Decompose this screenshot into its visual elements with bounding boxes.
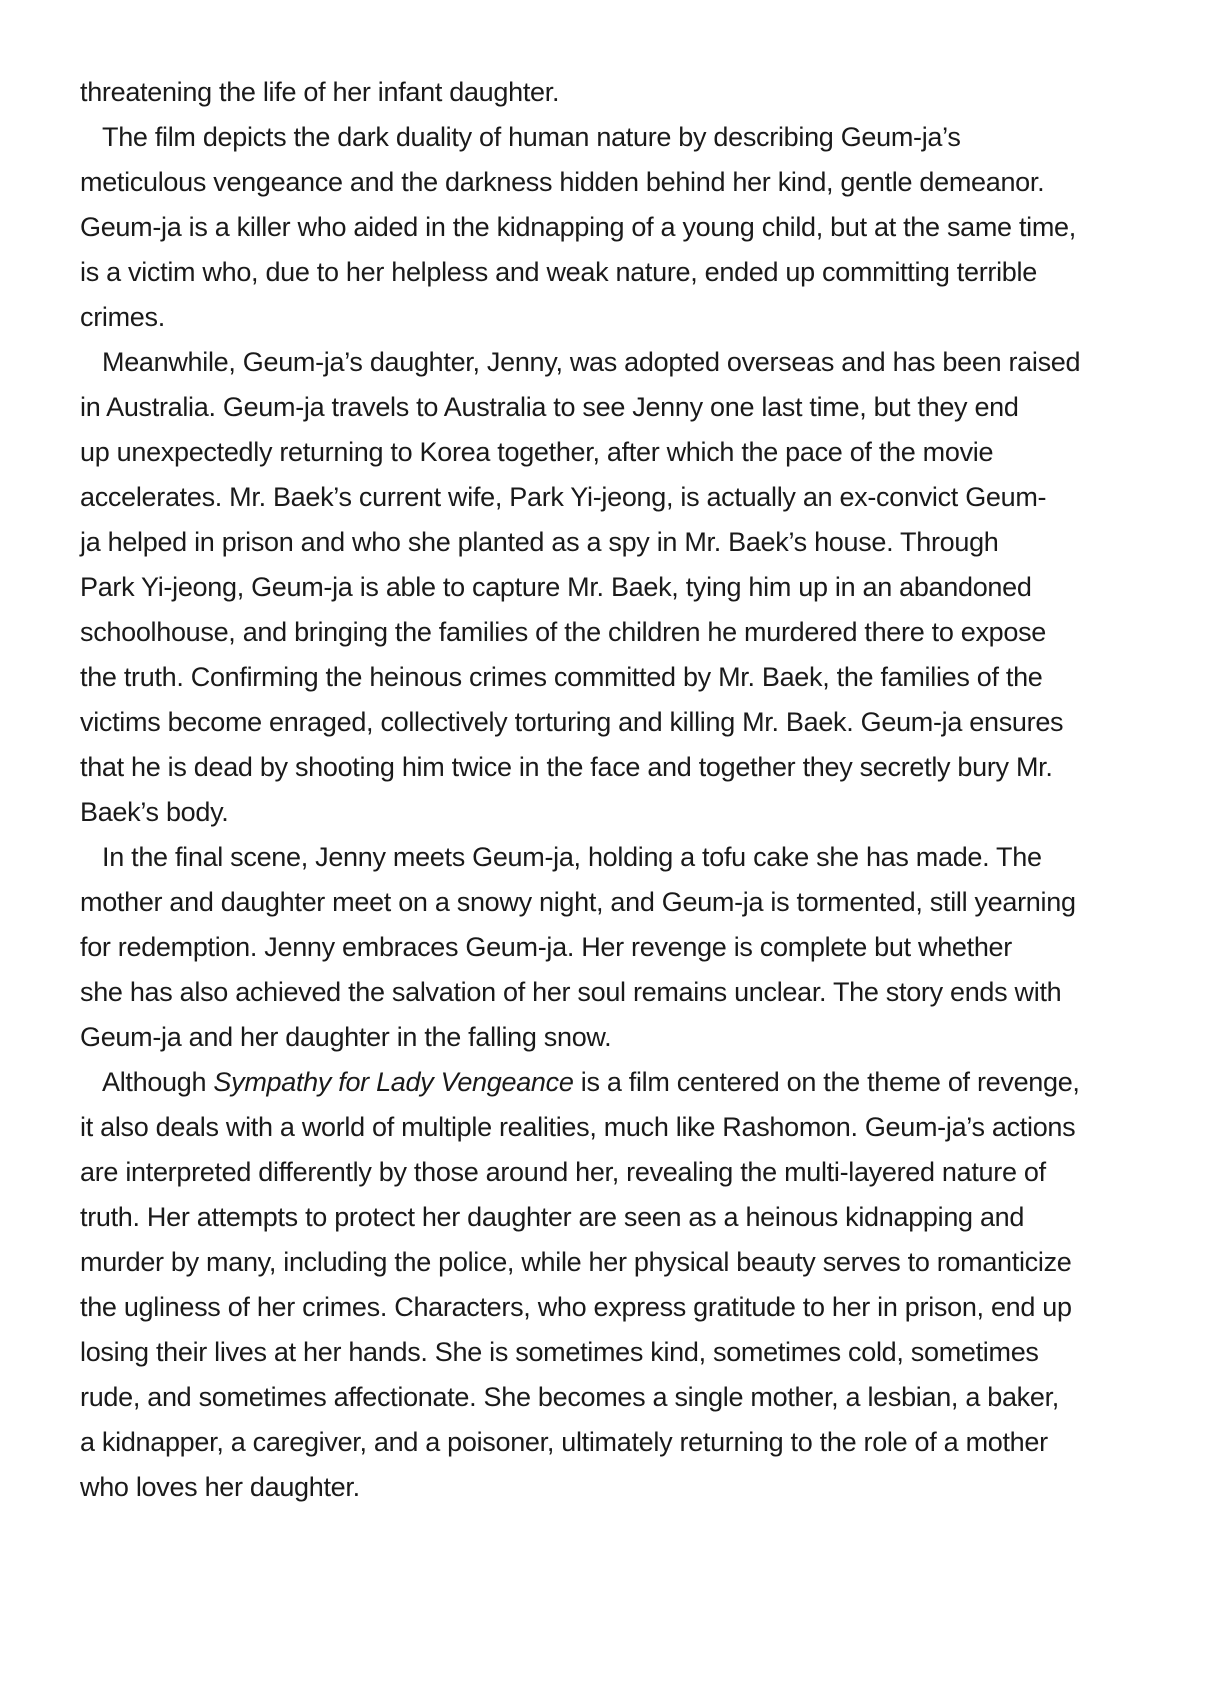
text-segment: Although bbox=[102, 1067, 214, 1097]
text-segment: losing their lives at her hands. She is sometimes kind, sometimes cold, sometimes bbox=[80, 1337, 1039, 1367]
text-line bbox=[80, 1375, 1160, 1420]
text-line bbox=[80, 1240, 1160, 1285]
text-line bbox=[80, 1330, 1160, 1375]
text-line bbox=[80, 520, 1160, 565]
paragraph bbox=[80, 835, 1160, 1060]
text-segment: threatening the life of her infant daughter. bbox=[80, 77, 560, 107]
text-segment: accelerates. Mr. Baek’s current wife, Park Yi-jeong, is actually an ex-convict Geum- bbox=[80, 482, 1047, 512]
text-line bbox=[80, 565, 1160, 610]
text-line bbox=[80, 385, 1160, 430]
text-line bbox=[80, 745, 1160, 790]
text-segment: is a film centered on the theme of revenge, bbox=[573, 1067, 1080, 1097]
text-line bbox=[80, 1150, 1160, 1195]
text-segment: the truth. Confirming the heinous crimes committed by Mr. Baek, the families of the bbox=[80, 662, 1043, 692]
text-segment: rude, and sometimes affectionate. She becomes a single mother, a lesbian, a baker, bbox=[80, 1382, 1060, 1412]
text-line bbox=[80, 925, 1160, 970]
text-line bbox=[80, 115, 1160, 160]
text-line bbox=[80, 1285, 1160, 1330]
text-segment: Baek’s body. bbox=[80, 797, 229, 827]
text-segment: victims become enraged, collectively torturing and killing Mr. Baek. Geum-ja ensures bbox=[80, 707, 1064, 737]
text-line bbox=[80, 1195, 1160, 1240]
text-segment: mother and daughter meet on a snowy night, and Geum-ja is tormented, still yearning bbox=[80, 887, 1076, 917]
text-segment: crimes. bbox=[80, 302, 165, 332]
text-segment: murder by many, including the police, while her physical beauty serves to romanticize bbox=[80, 1247, 1072, 1277]
text-line bbox=[80, 655, 1160, 700]
text-line bbox=[80, 700, 1160, 745]
text-segment: a kidnapper, a caregiver, and a poisoner, ultimately returning to the role of a mother bbox=[80, 1427, 1048, 1457]
text-line bbox=[80, 70, 1160, 115]
text-line bbox=[80, 880, 1160, 925]
text-segment: truth. Her attempts to protect her daughter are seen as a heinous kidnapping and bbox=[80, 1202, 1025, 1232]
text-segment: ja helped in prison and who she planted as a spy in Mr. Baek’s house. Through bbox=[80, 527, 999, 557]
text-line bbox=[80, 1420, 1160, 1465]
text-segment: meticulous vengeance and the darkness hidden behind her kind, gentle demeanor. bbox=[80, 167, 1045, 197]
text-line bbox=[80, 475, 1160, 520]
text-line bbox=[80, 610, 1160, 655]
text-segment: for redemption. Jenny embraces Geum-ja. Her revenge is complete but whether bbox=[80, 932, 1012, 962]
text-segment: Geum-ja and her daughter in the falling snow. bbox=[80, 1022, 612, 1052]
text-segment: Park Yi-jeong, Geum-ja is able to capture Mr. Baek, tying him up in an abandoned bbox=[80, 572, 1032, 602]
film-title: Sympathy for Lady Vengeance bbox=[213, 1067, 574, 1097]
text-line bbox=[80, 340, 1160, 385]
text-segment: that he is dead by shooting him twice in the face and together they secretly bury Mr. bbox=[80, 752, 1053, 782]
text-line bbox=[80, 835, 1160, 880]
text-segment: schoolhouse, and bringing the families of the children he murdered there to expose bbox=[80, 617, 1047, 647]
text-segment: The film depicts the dark duality of human nature by describing Geum-ja’s bbox=[102, 122, 961, 152]
text-segment: in Australia. Geum-ja travels to Australia to see Jenny one last time, but they end bbox=[80, 392, 1019, 422]
paragraph bbox=[80, 340, 1160, 835]
text-line bbox=[80, 160, 1160, 205]
text-line bbox=[80, 1465, 1160, 1510]
text-segment: it also deals with a world of multiple realities, much like Rashomon. Geum-ja’s actions bbox=[80, 1112, 1076, 1142]
paragraph bbox=[80, 1060, 1160, 1510]
text-line bbox=[80, 970, 1160, 1015]
text-segment: who loves her daughter. bbox=[80, 1472, 360, 1502]
text-segment: she has also achieved the salvation of her soul remains unclear. The story ends with bbox=[80, 977, 1062, 1007]
text-line bbox=[80, 430, 1160, 475]
text-segment: Geum-ja is a killer who aided in the kidnapping of a young child, but at the same time, bbox=[80, 212, 1076, 242]
document-body bbox=[80, 70, 1160, 1510]
text-line bbox=[80, 1015, 1160, 1060]
text-line bbox=[80, 790, 1160, 835]
text-segment: the ugliness of her crimes. Characters, who express gratitude to her in prison, end up bbox=[80, 1292, 1072, 1322]
text-line bbox=[80, 1105, 1160, 1150]
text-segment: is a victim who, due to her helpless and weak nature, ended up committing terrible bbox=[80, 257, 1037, 287]
text-line bbox=[80, 1060, 1160, 1105]
text-segment: up unexpectedly returning to Korea together, after which the pace of the movie bbox=[80, 437, 994, 467]
text-line bbox=[80, 205, 1160, 250]
text-segment: In the final scene, Jenny meets Geum-ja, holding a tofu cake she has made. The bbox=[102, 842, 1042, 872]
paragraph bbox=[80, 70, 1160, 115]
text-line bbox=[80, 295, 1160, 340]
text-line bbox=[80, 250, 1160, 295]
paragraph bbox=[80, 115, 1160, 340]
text-segment: Meanwhile, Geum-ja’s daughter, Jenny, was adopted overseas and has been raised bbox=[102, 347, 1081, 377]
text-segment: are interpreted differently by those around her, revealing the multi-layered nature of bbox=[80, 1157, 1046, 1187]
